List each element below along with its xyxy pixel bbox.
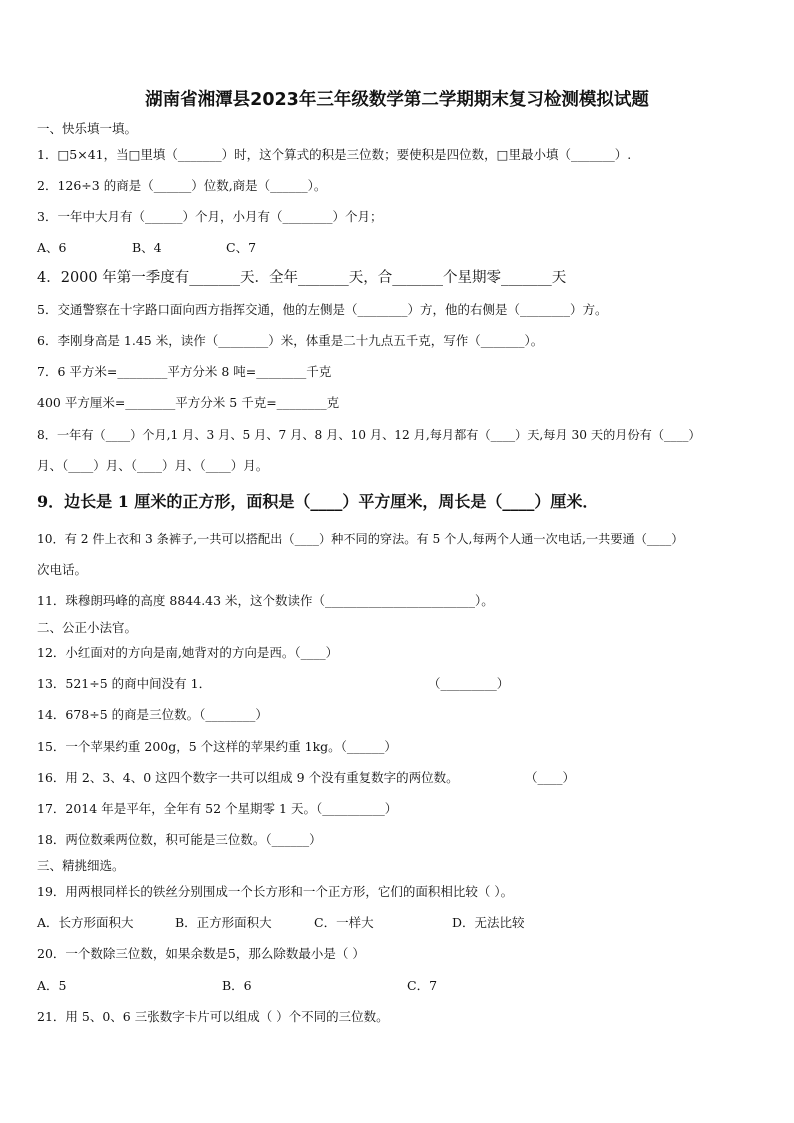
question-3-option-b: B、4 (132, 240, 162, 255)
question-19-option-c: C．一样大 (314, 915, 374, 930)
question-20-option-b: B．6 (222, 978, 252, 993)
question-7-line-2: 400 平方厘米=________平方分米 5 千克=________克 (37, 395, 340, 410)
question-11: 11．珠穆朗玛峰的高度 8844.43 米，这个数读作（________________________）。 (37, 593, 494, 608)
question-13-answer-blank: （_________） (428, 676, 510, 691)
question-16-answer-blank: （____） (525, 770, 576, 785)
question-12: 12．小红面对的方向是南,她背对的方向是西。（____） (37, 645, 339, 660)
question-19-option-d: D．无法比较 (452, 915, 525, 930)
section-heading-fill-in: 一、快乐填一填。 (37, 121, 138, 136)
question-3-option-c: C、7 (226, 240, 257, 255)
question-21: 21．用 5、0、6 三张数字卡片可以组成（ ）个不同的三位数。 (37, 1009, 389, 1024)
question-17: 17．2014 年是平年，全年有 52 个星期零 1 天。（__________） (37, 801, 398, 816)
question-7-line-1: 7．6 平方米=________平方分米 8 吨=________千克 (37, 364, 332, 379)
question-10-line-2: 次电话。 (37, 562, 88, 577)
question-14: 14．678÷5 的商是三位数。（________） (37, 707, 268, 722)
question-19-option-b: B．正方形面积大 (175, 915, 272, 930)
question-20-option-a: A．5 (37, 978, 67, 993)
question-9: 9．边长是 1 厘米的正方形，面积是（____）平方厘米，周长是（____）厘米． (37, 492, 599, 511)
question-19-option-a: A．长方形面积大 (37, 915, 134, 930)
question-13: 13．521÷5 的商中间没有 1． (37, 676, 212, 691)
question-3: 3．一年中大月有（______）个月，小月有（________）个月； (37, 209, 383, 224)
question-15: 15．一个苹果约重 200g，5 个这样的苹果约重 1kg。（______） (37, 739, 397, 754)
question-8-line-2: 月、（____）月、（____）月、（____）月。 (37, 458, 269, 473)
question-10-line-1: 10．有 2 件上衣和 3 条裤子,一共可以搭配出（____）种不同的穿法。有 5 个人,每两个人通一次电话,一共要通（____） (37, 532, 684, 546)
question-20: 20．一个数除三位数，如果余数是5，那么除数最小是（ ） (37, 946, 365, 961)
question-19: 19．用两根同样长的铁丝分别围成一个长方形和一个正方形，它们的面积相比较（ ）。 (37, 884, 514, 899)
question-8-line-1: 8．一年有（____）个月,1 月、3 月、5 月、7 月、8 月、10 月、12 月,每月都有（____）天,每月 30 天的月份有（____） (37, 428, 701, 442)
question-20-option-c: C．7 (407, 978, 438, 993)
question-3-option-a: A、6 (37, 240, 67, 255)
question-1: 1．□5×41，当□里填（_______）时，这个算式的积是三位数；要使积是四位数，□里最小填（_______）. (37, 147, 632, 162)
question-5: 5．交通警察在十字路口面向西方指挥交通，他的左侧是（________）方，他的右侧是（________）方。 (37, 302, 608, 317)
question-16: 16．用 2、3、4、0 这四个数字一共可以组成 9 个没有重复数字的两位数。 (37, 770, 459, 785)
section-heading-multiple-choice: 三、精挑细选。 (37, 858, 125, 873)
question-2: 2．126÷3 的商是（______）位数,商是（______）。 (37, 178, 327, 193)
section-heading-true-false: 二、公正小法官。 (37, 620, 138, 635)
question-4: 4．2000 年第一季度有_______天．全年_______天，合_______个星期零_______天 (37, 270, 567, 286)
page-title: 湖南省湘潭县2023年三年级数学第二学期期末复习检测模拟试题 (145, 90, 649, 110)
question-18: 18．两位数乘两位数，积可能是三位数。（______） (37, 832, 322, 847)
question-6: 6．李刚身高是 1.45 米，读作（________）米，体重是二十九点五千克，写作（_______）。 (37, 333, 544, 348)
